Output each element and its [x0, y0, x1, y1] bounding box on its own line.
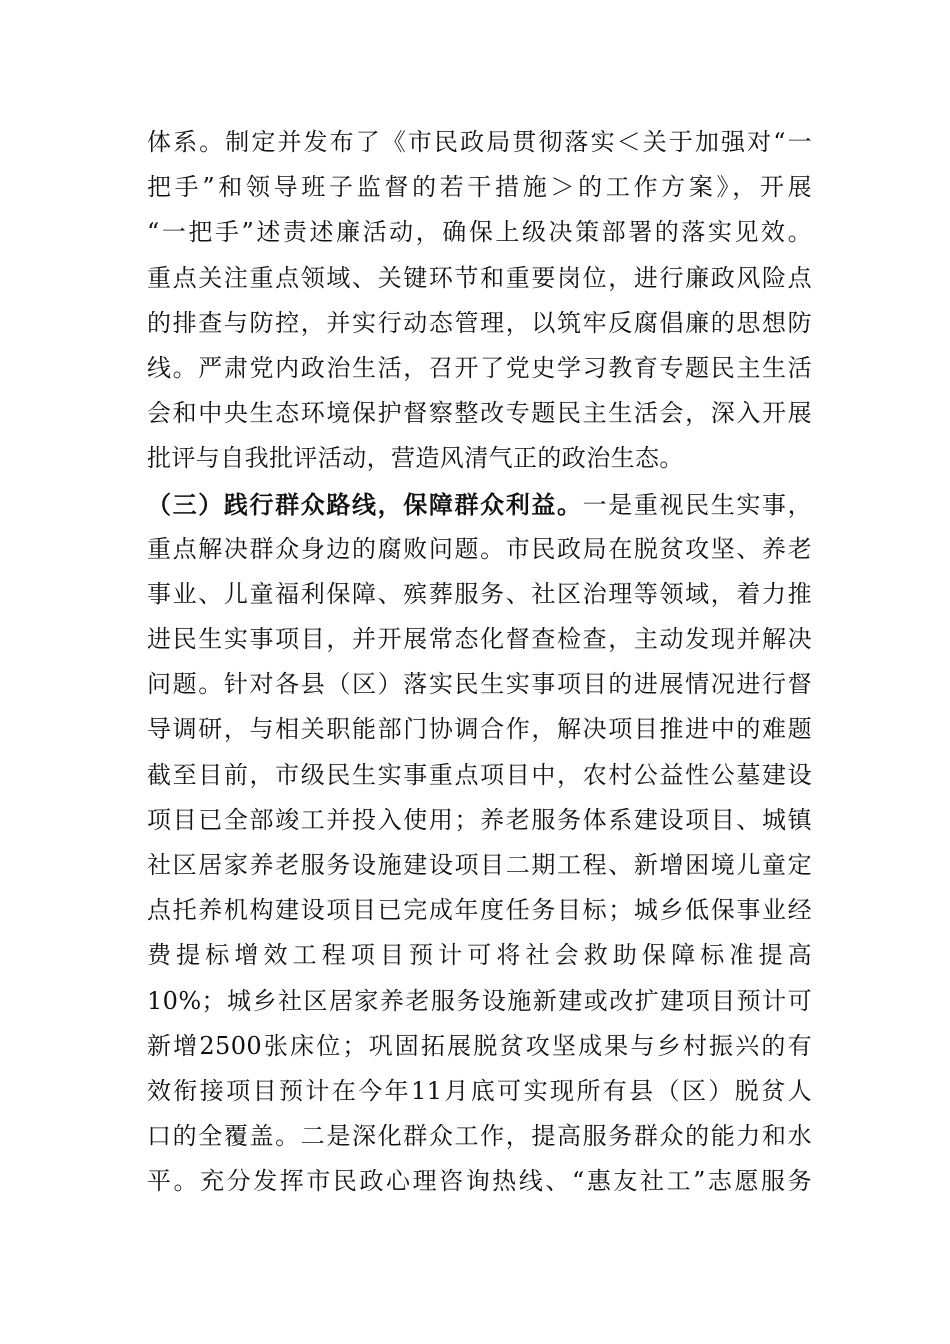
text-line: “一把手”述责述廉活动，确保上级决策部署的落实见效。 — [147, 218, 812, 247]
text-line: 平。充分发挥市民政心理咨询热线、“惠友社工”志愿服务 — [147, 1167, 812, 1196]
text-line: 口的全覆盖。二是深化群众工作，提高服务群众的能力和水 — [147, 1122, 812, 1151]
text-line: 事业、儿童福利保障、殡葬服务、社区治理等领域，着力推 — [147, 579, 812, 608]
text-line: 效衔接项目预计在今年11月底可实现所有县（区）脱贫人 — [147, 1076, 812, 1105]
text-line: 社区居家养老服务设施建设项目二期工程、新增困境儿童定 — [147, 851, 812, 879]
text-line: 会和中央生态环境保护督察整改专题民主生活会，深入开展 — [147, 399, 812, 428]
text-line: 10%；城乡社区居家养老服务设施新建或改扩建项目预计可 — [147, 986, 812, 1015]
text-line: 导调研，与相关职能部门协调合作，解决项目推进中的难题 — [147, 715, 812, 744]
text-line: 新增2500张床位；巩固拓展脱贫攻坚成果与乡村振兴的有 — [147, 1031, 812, 1060]
text-line: 把手”和领导班子监督的若干措施＞的工作方案》，开展 — [147, 173, 812, 202]
text-line: 点托养机构建设项目已完成年度任务目标；城乡低保事业经 — [147, 896, 812, 925]
text-line: 的排查与防控，并实行动态管理，以筑牢反腐倡廉的思想防 — [147, 308, 812, 337]
text-line: 项目已全部竣工并投入使用；养老服务体系建设项目、城镇 — [147, 805, 812, 834]
body-text — [147, 120, 812, 1205]
section-heading-rest: 一是重视民生实事， — [582, 490, 812, 519]
text-line: 进民生实事项目，并开展常态化督查检查，主动发现并解决 — [147, 625, 812, 654]
text-line: 重点关注重点领域、关键环节和重要岗位，进行廉政风险点 — [147, 263, 812, 292]
text-line: 重点解决群众身边的腐败问题。市民政局在脱贫攻坚、养老 — [147, 534, 812, 563]
section-heading: （三）践行群众路线，保障群众利益。 — [147, 489, 583, 519]
section-heading-line — [147, 482, 812, 527]
text-line: 费提标增效工程项目预计可将社会救助保障标准提高 — [147, 941, 812, 970]
text-line: 线。严肃党内政治生活，召开了党史学习教育专题民主生活 — [147, 353, 812, 382]
text-line: 问题。针对各县（区）落实民生实事项目的进展情况进行督 — [147, 670, 812, 699]
text-line: 截至目前，市级民生实事重点项目中，农村公益性公墓建设 — [147, 760, 812, 789]
text-line: 体系。制定并发布了《市民政局贯彻落实＜关于加强对“一 — [147, 128, 812, 156]
text-line: 批评与自我批评活动，营造风清气正的政治生态。 — [147, 444, 684, 473]
